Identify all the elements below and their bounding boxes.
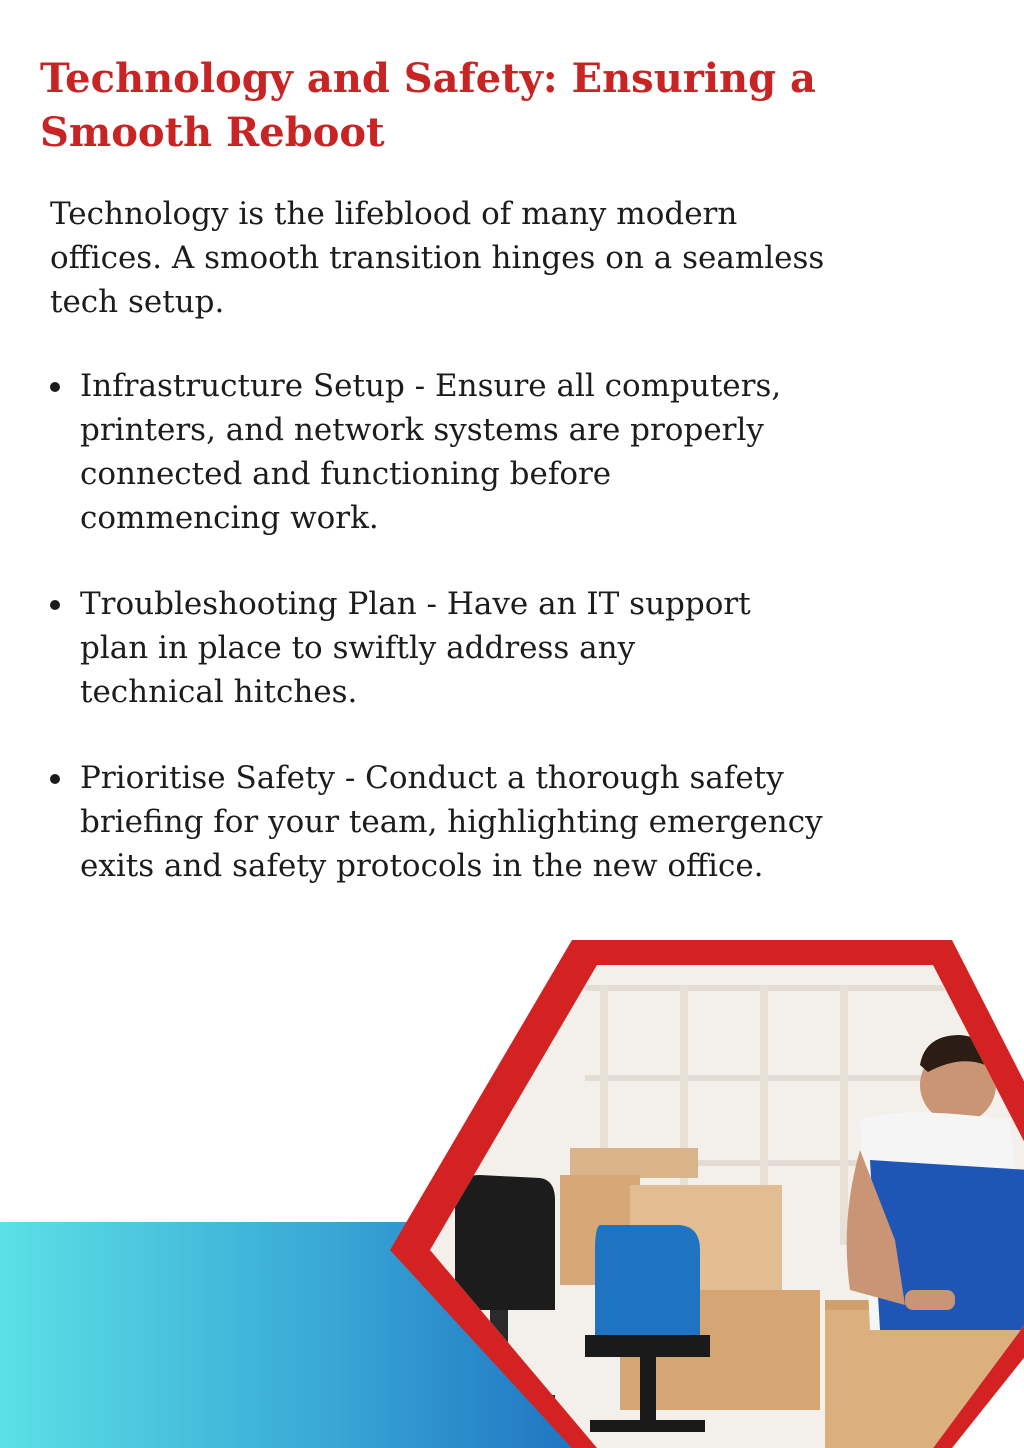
bullet-text: Troubleshooting Plan - Have an IT support plan in place to swiftly address any technical hitches. bbox=[80, 586, 751, 710]
mover-with-boxes-photo bbox=[400, 960, 1024, 1448]
intro-paragraph: Technology is the lifeblood of many modern offices. A smooth transition hinges on a seamless tech setup. bbox=[50, 196, 825, 320]
bullet-text: Prioritise Safety - Conduct a thorough safety briefing for your team, highlighting emergency exits and safety protocols in the new office. bbox=[80, 760, 823, 884]
bullet-text: Infrastructure Setup - Ensure all computers, printers, and network systems are properly connected and functioning before commencing work. bbox=[80, 368, 782, 536]
page-title: Technology and Safety: Ensuring a Smooth Reboot bbox=[40, 55, 816, 156]
